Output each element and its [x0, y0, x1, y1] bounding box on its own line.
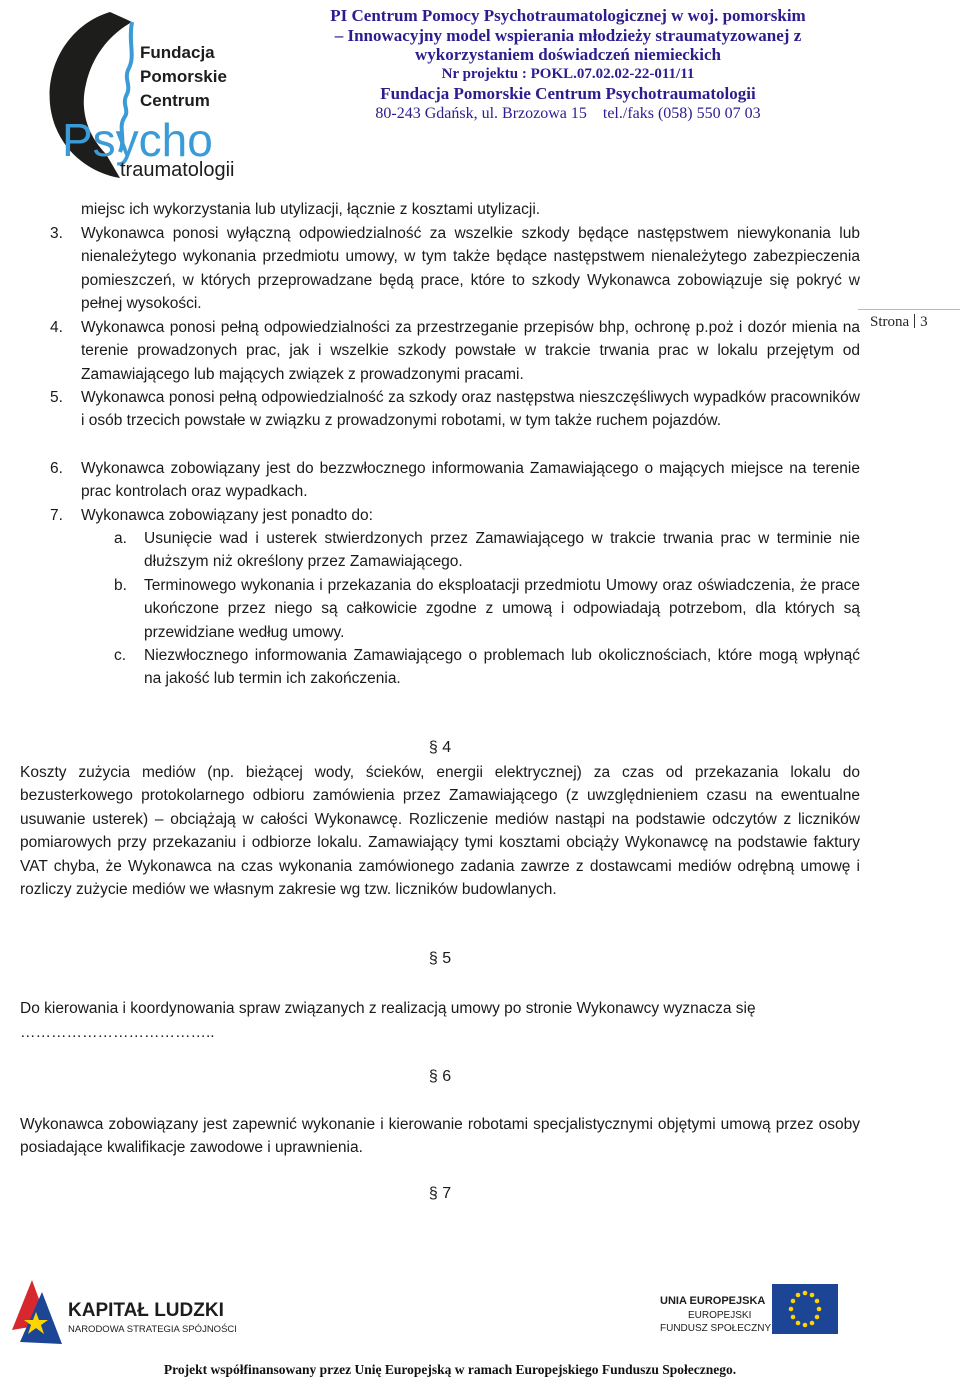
list-item-3-number: 3.: [50, 225, 63, 242]
logo-text-1: Fundacja: [140, 43, 215, 62]
section-4-heading: § 4: [428, 739, 452, 756]
list-item-7-number: 7.: [50, 507, 63, 524]
subitem-b-text: Terminowego wykonania i przekazania do eksploatacji przedmiotu Umowy oraz oświadczenia, że prace ukończone przez niego są całkowicie zgodne z umową i odpowiadają potrzebom, dla których są przewidziane według umowy.: [144, 577, 860, 641]
list-item-3-text: Wykonawca ponosi wyłączną odpowiedzialność za wszelkie szkody będące następstwem niewykonania lub nienależytego wykonania przedmiotu umowy, w tym także będące następstwem nienależytego zabezpieczenia pomieszczeń, w których przeprowadzane będą prace, które to szkody Wykonawca zobowiązuje się pokryć w pełnej wysokości.: [81, 225, 860, 313]
section-5-text: Do kierowania i koordynowania spraw związanych z realizacją umowy po stronie Wykonawcy wyznacza się: [20, 1000, 756, 1017]
subitem-a-letter: a.: [114, 530, 127, 547]
header-phone: tel./faks (058) 550 07 03: [602, 104, 761, 122]
page-separator: [914, 314, 915, 328]
page-marker: [870, 314, 928, 331]
header-line-2: – Innowacyjny model wspierania młodzieży straumatyzowanej z: [334, 25, 802, 45]
section-5-heading: § 5: [428, 950, 452, 967]
kl-subtitle: NARODOWA STRATEGIA SPÓJNOŚCI: [68, 1324, 237, 1335]
page-label: Strona: [870, 314, 910, 330]
project-header: [312, 6, 824, 123]
section-6-text: Wykonawca zobowiązany jest zapewnić wykonanie i kierowanie robotami specjalistycznymi objętymi umową przez osoby posiadające kwalifikacje zawodowe i uprawnienia.: [20, 1116, 860, 1157]
header-address-line: [312, 104, 824, 124]
header-line-1: PI Centrum Pomocy Psychotraumatologicznej w woj. pomorskim: [330, 6, 806, 25]
subitem-c-letter: c.: [114, 647, 127, 664]
section-7-heading: § 7: [428, 1185, 452, 1202]
logo-text-3: Centrum: [140, 91, 210, 110]
fundacja-logo: [40, 4, 240, 180]
subitem-a-text: Usunięcie wad i usterek stwierdzonych przez Zamawiającego w trakcie trwania prac w terminie nie dłuższym niż określony przez Zamawiającego.: [144, 530, 860, 571]
list-item-4-text: Wykonawca ponosi pełną odpowiedzialności za przestrzeganie przepisów bhp, ochronę p.poż i dozór mienia na terenie prowadzonych prac, jak i wszelkie szkody powstałe w trakcie trwania prac w lokalu przejętym od Zamawiającego lub mających związek z prowadzonymi pracami.: [81, 319, 860, 383]
list-item-6-number: 6.: [50, 460, 63, 477]
header-address: 80-243 Gdańsk, ul. Brzozowa 15: [375, 104, 587, 122]
section-5-placeholder: ………………………………..: [20, 1024, 215, 1041]
page-marker-rule: [858, 309, 960, 310]
subitem-c-text: Niezwłocznego informowania Zamawiającego o problemach lub okolicznościach, które mogą wpłynąć na jakość lub termin ich zakończenia.: [144, 647, 860, 688]
logo-text-5: traumatologii: [120, 159, 235, 180]
list-item-5-number: 5.: [50, 389, 63, 406]
eu-line-2: EUROPEJSKI: [688, 1310, 752, 1321]
logo-text-2: Pomorskie: [140, 67, 227, 86]
subitem-b-letter: b.: [114, 577, 127, 594]
header-line-5: Fundacja Pomorskie Centrum Psychotraumatologii: [380, 84, 756, 103]
eu-logo: [648, 1278, 844, 1350]
list-item-6-text: Wykonawca zobowiązany jest do bezzwłocznego informowania Zamawiającego o mających miejsce na terenie prac kontrolach oraz wypadkach.: [81, 460, 860, 501]
list-item-2-tail: miejsc ich wykorzystania lub utylizacji, łącznie z kosztami utylizacji.: [81, 201, 541, 218]
eu-line-3: FUNDUSZ SPOŁECZNY: [660, 1323, 772, 1334]
header-line-3: wykorzystaniem doświadczeń niemieckich: [415, 45, 721, 64]
section-6-heading: § 6: [428, 1068, 452, 1085]
list-item-5-text: Wykonawca ponosi pełną odpowiedzialność za szkody oraz następstwa nieszczęśliwych wypadków pracowników i osób trzecich powstałe w związku z prowadzonymi robotami, w tym także ruchem pojazdów.: [81, 389, 860, 430]
section-4-text: Koszty zużycia mediów (np. bieżącej wody, ścieków, energii elektrycznej) za czas od przekazania lokalu do bezusterkowego protokolarnego odbioru zamówienia przez Zamawiającego (z uwzględnieniem czasu na ewentualne usuwanie usterek) – obciążają w całości Wykonawcę. Rozliczenie mediów nastąpi na podstawie odczytów z liczników pomiarowych przy przekazaniu i odbiorze lokalu. Zamawiający tymi kosztami obciąży Wykonawcę na podstawie faktury VAT chyba, że Wykonawca na czas wykonania zamówionego zadania zawrze z dostawcami mediów odrębną umowę i rozliczy zużycie mediów we własnym zakresie wg tzw. liczników budowlanych.: [20, 764, 860, 899]
list-item-4-number: 4.: [50, 319, 63, 336]
logo-text-4: Psycho: [62, 114, 213, 166]
eu-line-1: UNIA EUROPEJSKA: [660, 1295, 766, 1307]
header-line-4: Nr projektu : POKL.07.02.02-22-011/11: [441, 65, 695, 82]
list-item-7-text: Wykonawca zobowiązany jest ponadto do:: [81, 507, 373, 524]
page-number: 3: [920, 314, 928, 330]
kl-title: KAPITAŁ LUDZKI: [68, 1300, 224, 1321]
cofinancing-note: Projekt współfinansowany przez Unię Europejską w ramach Europejskiego Funduszu Społecznego.: [163, 1362, 737, 1377]
kapital-ludzki-logo: [8, 1272, 248, 1352]
